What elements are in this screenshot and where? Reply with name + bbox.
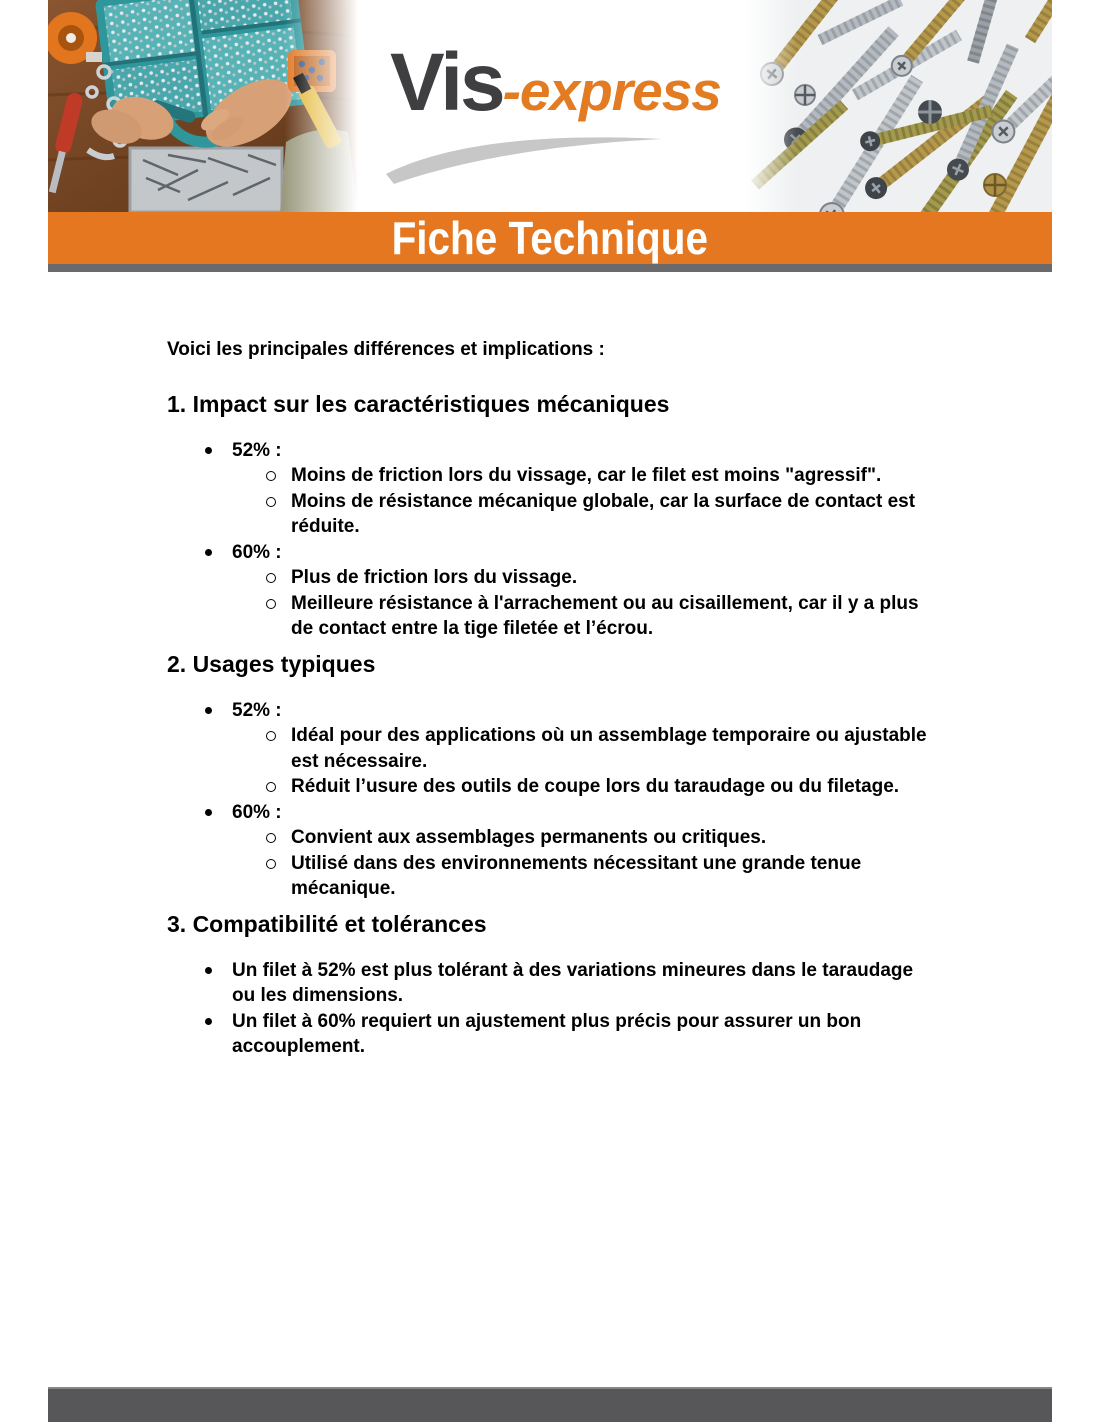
list-item-label: 52% :: [232, 439, 282, 461]
section-heading: 2. Usages typiques: [167, 650, 376, 677]
footer-bar: [48, 1387, 1052, 1422]
list-item: [167, 800, 935, 902]
bullet-disc-icon: [205, 707, 212, 714]
bullet-circle-icon: [266, 497, 276, 507]
list-item: [167, 958, 935, 1009]
bullet-circle-icon: [266, 471, 276, 481]
sub-item-text: Moins de friction lors du vissage, car le filet est moins "agressif".: [291, 465, 882, 486]
section-heading: 3. Compatibilité et tolérances: [167, 910, 487, 937]
sub-list-item: [232, 825, 935, 851]
sub-item-text: Utilisé dans des environnements nécessitant une grande tenue mécanique.: [291, 852, 862, 899]
logo-text: [390, 36, 721, 130]
list-item: [167, 698, 935, 800]
intro-text: Voici les principales différences et implications :: [167, 339, 605, 360]
sub-list-item: [232, 565, 935, 591]
logo-text-primary: Vis: [390, 37, 503, 128]
list-item-label: 60% :: [232, 801, 282, 823]
list-item-label: 60% :: [232, 541, 282, 563]
section-mecaniques: [167, 390, 935, 642]
bullet-circle-icon: [266, 573, 276, 583]
header: [48, 0, 1052, 212]
bullet-disc-icon: [205, 549, 212, 556]
brand-logo: [358, 0, 745, 212]
section-usages: [167, 650, 935, 902]
section-heading: 1. Impact sur les caractéristiques mécaniques: [167, 390, 670, 417]
sub-list-item: [232, 489, 935, 540]
sub-item-text: Meilleure résistance à l'arrachement ou au cisaillement, car il y a plus de contact entre la tige filetée et l’écrou.: [291, 592, 919, 639]
section-compatibilite: [167, 910, 935, 1060]
logo-swoosh-icon: [380, 128, 670, 184]
bullet-disc-icon: [205, 967, 212, 974]
workbench-photo: [48, 0, 358, 212]
list-item-text: Un filet à 60% requiert un ajustement plus précis pour assurer un bon accouplement.: [232, 1010, 862, 1057]
bullet-disc-icon: [205, 809, 212, 816]
sub-list-item: [232, 591, 935, 642]
bullet-circle-icon: [266, 833, 276, 843]
sub-list-item: [232, 851, 935, 902]
bullet-disc-icon: [205, 1018, 212, 1025]
list-item: [167, 438, 935, 540]
sub-list-item: [232, 723, 935, 774]
screws-pile-photo: [745, 0, 1052, 212]
sub-item-text: Idéal pour des applications où un assemblage temporaire ou ajustable est nécessaire.: [291, 725, 927, 772]
banner: [48, 212, 1052, 264]
bullet-disc-icon: [205, 447, 212, 454]
sub-item-text: Convient aux assemblages permanents ou critiques.: [291, 827, 767, 848]
sub-item-text: Réduit l’usure des outils de coupe lors du taraudage ou du filetage.: [291, 776, 900, 797]
banner-title: Fiche Technique: [391, 212, 709, 264]
list-item: [167, 540, 935, 642]
bullet-circle-icon: [266, 731, 276, 741]
sub-list-item: [232, 463, 935, 489]
list-item-label: 52% :: [232, 699, 282, 721]
sub-list-item: [232, 774, 935, 800]
list-item: [167, 1009, 935, 1060]
bullet-circle-icon: [266, 859, 276, 869]
list-item-text: Un filet à 52% est plus tolérant à des variations mineures dans le taraudage ou les dimensions.: [232, 959, 914, 1006]
banner-divider: [48, 264, 1052, 272]
sub-item-text: Moins de résistance mécanique globale, car la surface de contact est réduite.: [291, 490, 916, 537]
logo-text-secondary: -express: [502, 60, 721, 122]
bullet-circle-icon: [266, 782, 276, 792]
document-content: [167, 337, 935, 1060]
bullet-circle-icon: [266, 599, 276, 609]
sub-item-text: Plus de friction lors du vissage.: [291, 567, 578, 588]
